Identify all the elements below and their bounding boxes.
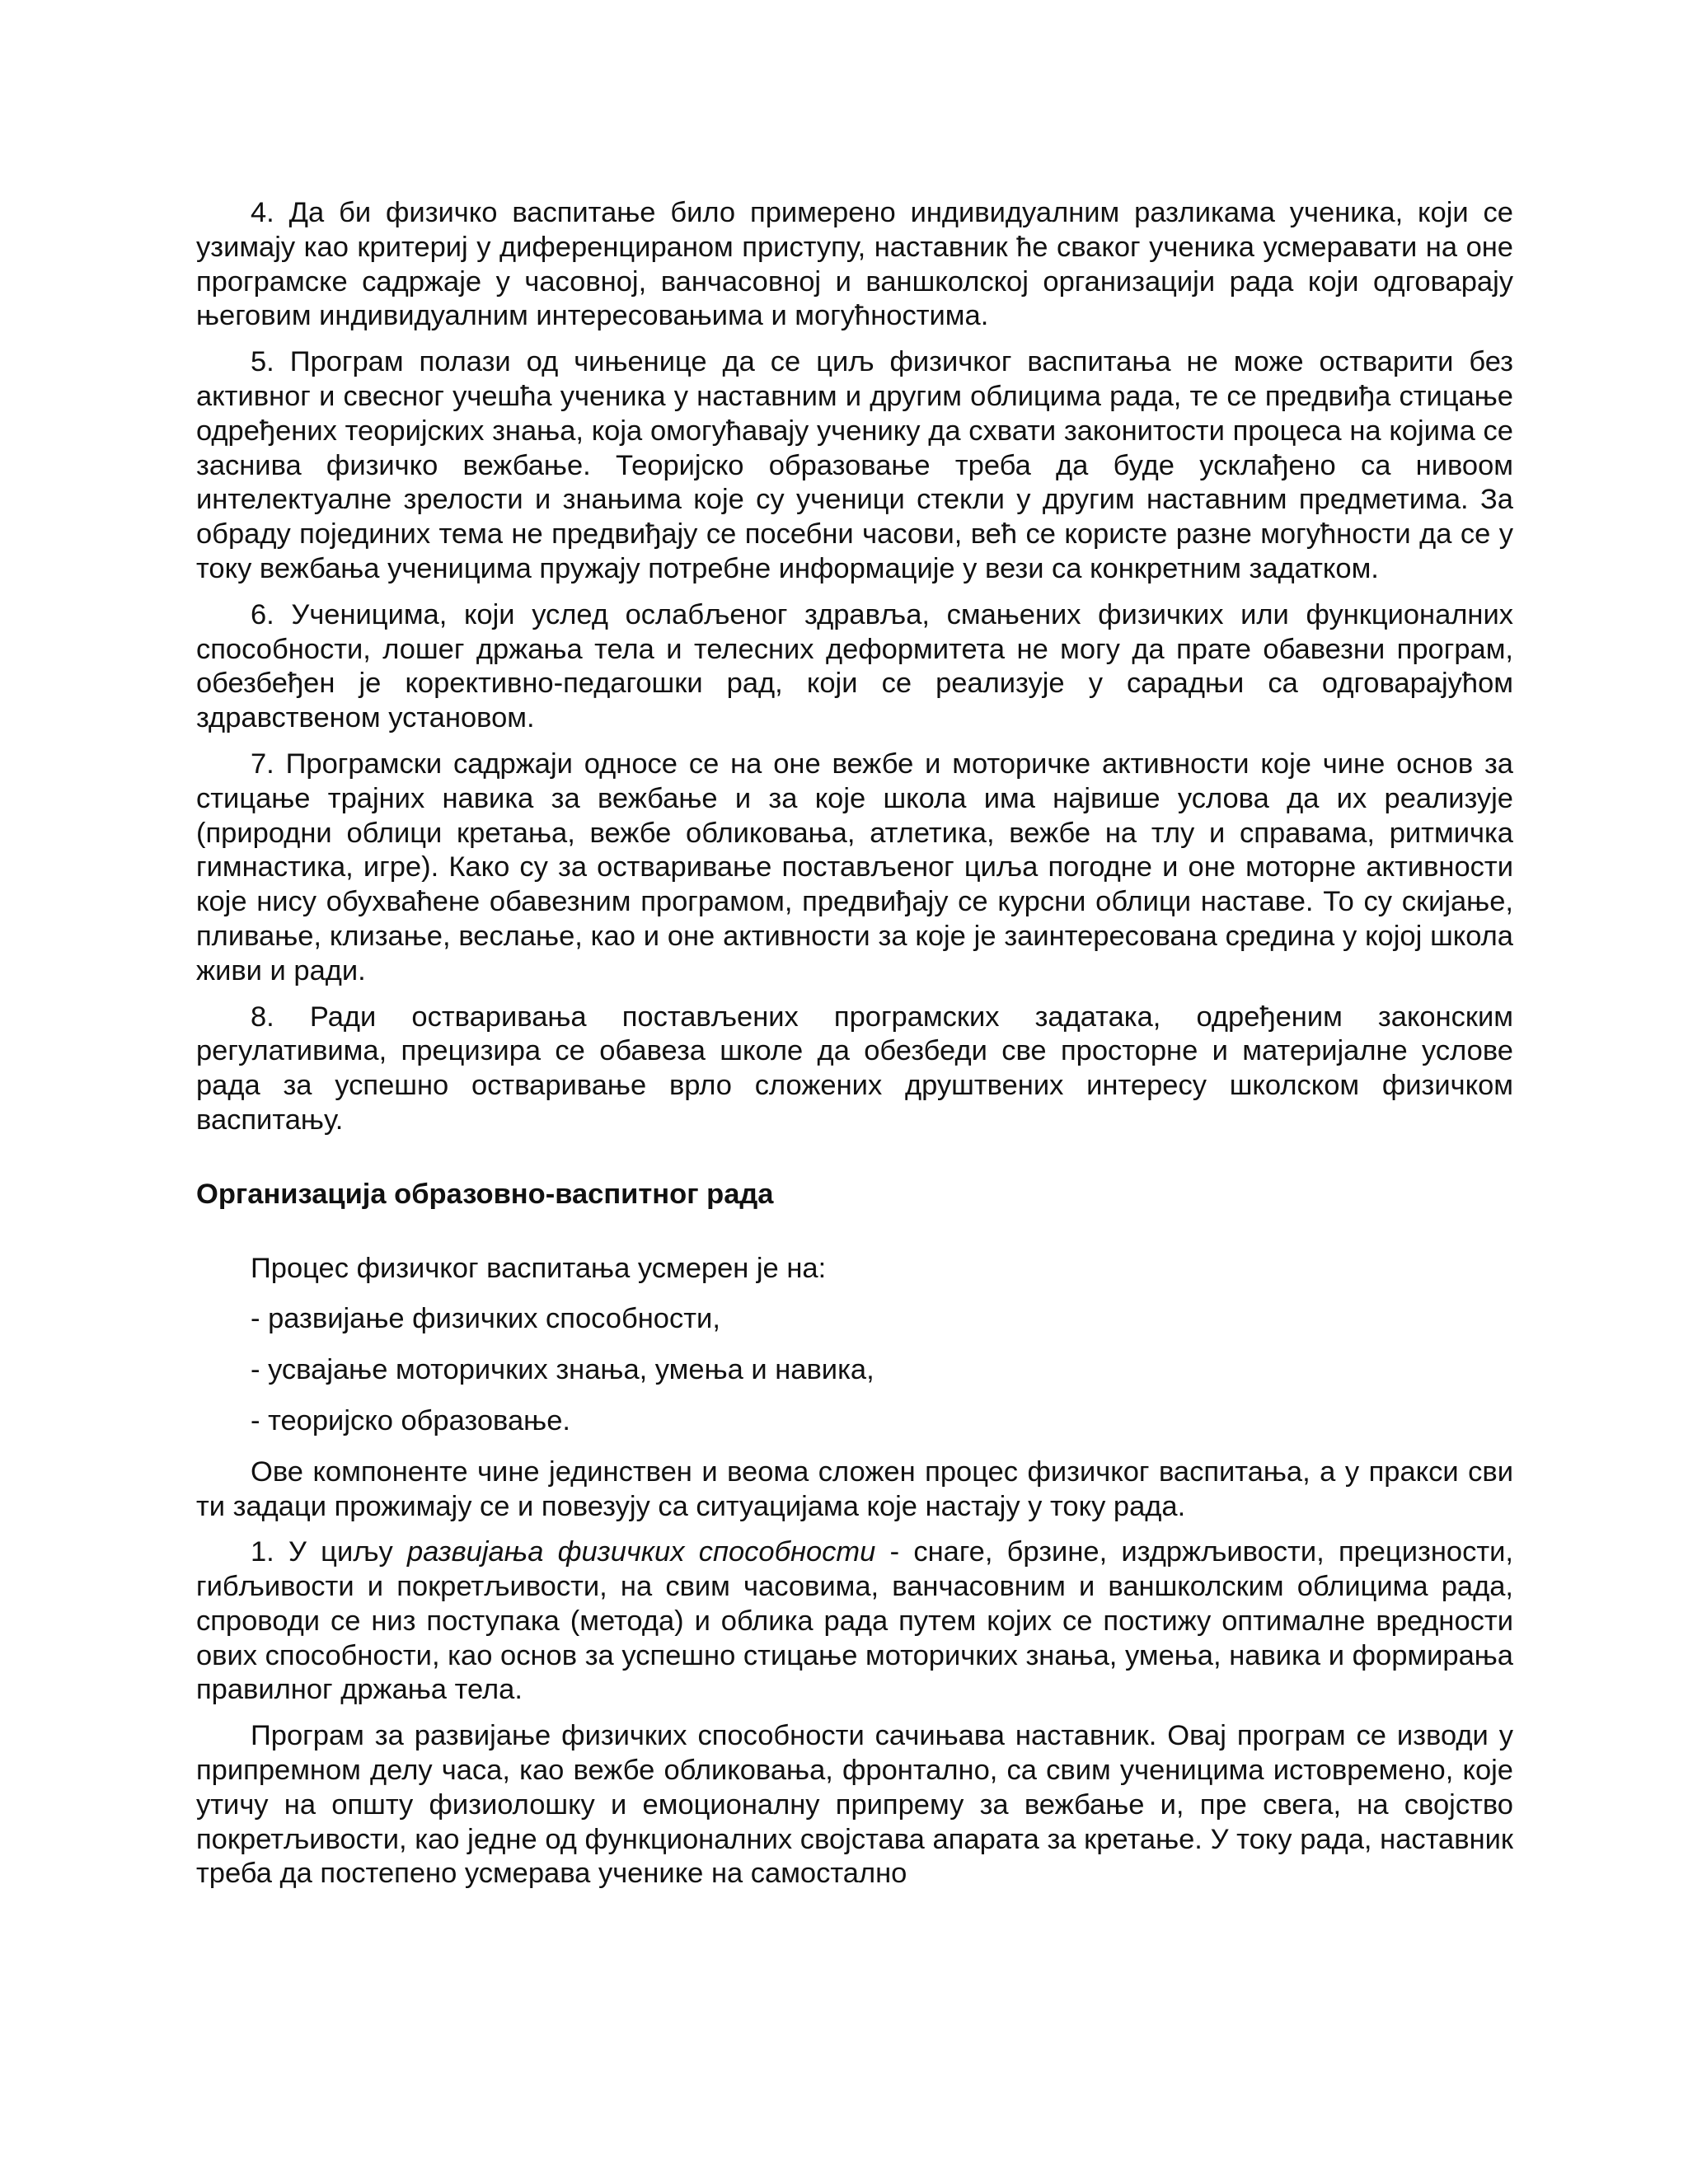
components-paragraph: Ове компоненте чине јединствен и веома сложен процес физичког васпитања, а у пракси сви ти задаци прожимају се и повезују са ситуацијама које настају у току рада. (196, 1455, 1513, 1522)
point-1-paragraph (196, 1535, 1513, 1708)
point-1-emphasis: развијања физичких способности (406, 1536, 876, 1568)
point-1-text: - снаге, брзине, издржљивости, прецизности, гибљивости и покретљивости, на свим часовима, ванчасовним и ваншколским облицима рада, спроводи се низ поступака (метода) и облика рада путем којих се постижу оптималне вредности ових способности, као основ за успешно стицање моторичких знања, умења, навика и формирања правилног држања тела. (196, 1536, 1513, 1706)
paragraph-5: 5. Програм полази од чињенице да се циљ физичког васпитања не може остварити без активног и свесног учешћа ученика у наставним и другим облицима рада, те се предвиђа стицање одређених теоријских знања, која омогућавају ученику да схвати законитости процеса на којима се заснива физичко вежбање. Теоријско образовање треба да буде усклађено са нивоом интелектуалне зрелости и знањима које су ученици стекли у другим наставним предметима. За обраду појединих тема не предвиђају се посебни часови, већ се користе разне могућности да се у току вежбања ученицима пружају потребне информације у вези са конкретним задатком. (196, 346, 1513, 584)
section-heading: Организација образовно-васпитног рада (196, 1178, 774, 1210)
list-item: - развијање физичких способности, (251, 1303, 720, 1335)
list-item: - усвајање моторичких знања, умења и навика, (251, 1354, 874, 1386)
point-1-prefix: 1. У циљу (251, 1536, 407, 1568)
paragraph-8: 8. Ради остваривања постављених програмских задатака, одређеним законским регулативима, прецизира се обавеза школе да обезбеди све просторне и материјалне услове рада за успешно остваривање врло сложених друштвених интересу школском физичком васпитању. (196, 1001, 1513, 1136)
list-item: - теоријско образовање. (251, 1404, 570, 1436)
paragraph-4: 4. Да би физичко васпитање било примерено индивидуалним разликама ученика, који се узимају као критериј у диференцираном приступу, наставник ће сваког ученика усмеравати на оне програмске садржаје у часовној, ванчасовној и ваншколској организацији рада који одговарају његовим индивидуалним интересовањима и могућностима. (196, 197, 1513, 332)
paragraph-6: 6. Ученицима, који услед ослабљеног здравља, смањених физичких или функционалних способности, лошег држања тела и телесних деформитета не могу да прате обавезни програм, обезбеђен је корективно-педагошки рад, који се реализује у сарадњи са одговарајућом здравственом установом. (196, 598, 1513, 734)
program-paragraph: Програм за развијање физичких способности сачињава наставник. Овај програм се изводи у припремном делу часа, као вежбе обликовања, фронтално, са свим ученицима истовремено, које утичу на општу физиолошку и емоционалну припрему за вежбање и, пре свега, на својство покретљивости, као једне од функционалних својстава апарата за кретање. У току рада, наставник треба да постепено усмерава ученике на самостално (196, 1720, 1513, 1890)
paragraph-7: 7. Програмски садржаји односе се на оне вежбе и моторичке активности које чине основ за стицање трајних навика за вежбање и за које школа има највише услова да их реализује (природни облици кретања, вежбе обликовања, атлетика, вежбе на тлу и справама, ритмичка гимнастика, игре). Како су за остваривање постављеног циља погодне и оне моторне активности које нису обухваћене обавезним програмом, предвиђају се курсни облици наставе. То су скијање, пливање, клизање, веслање, као и оне активности за које је заинтересована средина у којој школа живи и ради. (196, 748, 1513, 987)
list-intro: Процес физичког васпитања усмерен је на: (251, 1252, 827, 1284)
document-page (196, 196, 1513, 1903)
